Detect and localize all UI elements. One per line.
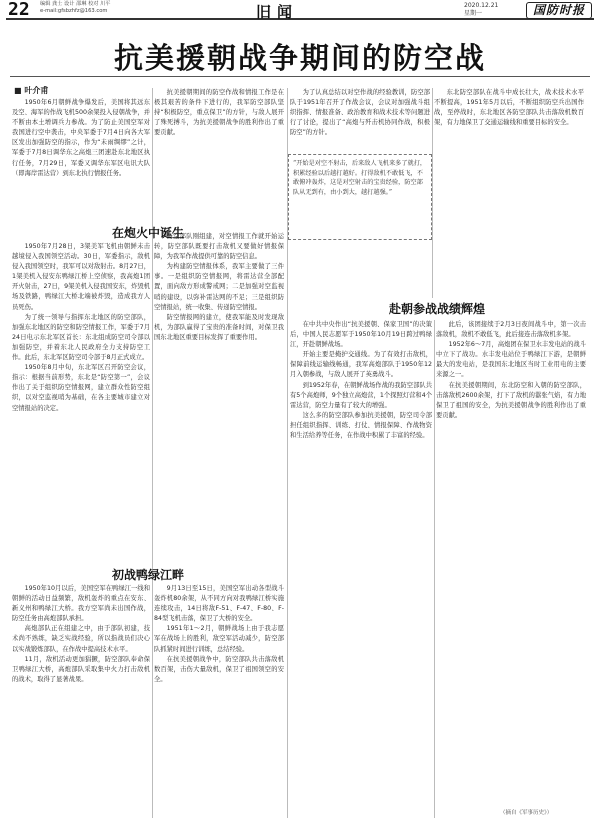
weekday-line: 星期一 [464, 10, 483, 17]
article-column [290, 320, 432, 820]
issue-date [464, 2, 498, 18]
article-column [12, 98, 150, 226]
editor-line: 编辑 龚士 设计 邵琳 校对 川平 [40, 1, 111, 7]
subheading: 在炮火中诞生 [111, 226, 184, 240]
paragraph: 高炮部队正在组建之中，由于部队初建，技术尚不熟练，缺乏实战经验，所以指战员们决心以实战锻炼部队，在作战中提高技术水平。 [12, 625, 150, 653]
date-line: 2020.12.21 [464, 2, 499, 9]
editor-info [40, 1, 111, 15]
email-line: e-mail:gfsbzhfz@163.com [40, 8, 108, 14]
paragraph: 东北防空部队在战斗中成长壮大，战术技术水平不断提高，1951年5月以后，不断组织防空兵出国作战，至停战时，东北地区各防空部队共击落敌机数百架，有力地保卫了交通运输线和重要目标的安全。 [434, 89, 584, 127]
paragraph: 到1952年春，在朝鲜战场作战的我防空部队共有5个高炮师，9个独立高炮营，1个探照灯营和4个雷达营，防空力量有了较大的增强。 [290, 381, 432, 409]
paragraph: 1950年10月以后，美国空军在鸭绿江一线和朝鲜的活动日益频繁，敌机轰炸的重点在安东、新义州和鸭绿江大桥。我方空军尚未出国作战，防空任务由高炮部队承担。 [12, 585, 150, 623]
article-column [154, 232, 284, 562]
paragraph: 11月，敌机活动更加猖獗，防空部队奉命保卫鸭绿江大桥，高炮部队采取集中火力打击敌机的战术，取得了显著战果。 [12, 655, 150, 683]
source-note: （摘自《军事历史》） [500, 810, 553, 816]
paragraph: 1952年6～7月，高炮团在保卫水丰发电站的战斗中立下了战功。水丰发电站位于鸭绿江下游，是朝鲜最大的发电站，是我国东北地区当时工业用电的主要来源之一。 [436, 341, 586, 379]
article-headline: 抗美援朝战争期间的防空战 [113, 41, 486, 75]
column-divider [152, 88, 153, 818]
article-column [154, 88, 284, 218]
paragraph: 在抗美援朝期间，东北防空和入朝的防空部队，击落敌机2600余架，打下了敌机的嚣张气焰，有力地保卫了祖国的安全，为抗美援朝战争的胜利作出了重要贡献。 [436, 381, 586, 419]
newspaper-logo: 国防时报 [526, 2, 592, 19]
paragraph: 为构建防空情报体系，我军主要做了三件事。一是组织防空情报网，将雷达营全部配置，面向敌方形成警戒网；二是加强对空监视哨的建设，以弥补雷达网的不足；三是组织防空情报站，统一收集、传递防空情报。 [154, 263, 284, 311]
byline: ■ 叶介甫 [14, 86, 49, 95]
article-column [436, 320, 586, 790]
subheading: 初战鸭绿江畔 [111, 568, 184, 582]
paragraph: 在抗美援朝战争中，防空部队共击落敌机数百架，击伤大量敌机，保卫了祖国领空的安全。 [154, 655, 284, 683]
article-column [12, 242, 150, 562]
headline-rule [10, 76, 590, 77]
article-column [154, 584, 284, 820]
paragraph: 1951年1～2月，朝鲜战场上由于我志愿军在战场上的胜利，敌空军活动减少，防空部队抓紧时间进行训练，总结经验。 [154, 625, 284, 653]
column-divider [434, 320, 435, 818]
article-column [12, 584, 150, 820]
paragraph: 这么多的防空部队参加抗美援朝，防空司令部担任组织指挥、训练、打仗、情报保障、作战物资和生活给养等任务，在作战中积累了丰富的经验。 [290, 411, 432, 440]
paragraph: 1950年8月中旬，东北军区召开防空会议，指示：根据当前形势，东北是“防空第一”，会议作出了关于组织防空情报网，建立群众性防空组织，以对空监视哨为基础，在各主要城市建立对空情报站的决定。 [12, 364, 150, 412]
paragraph: 9月13日至15日，美国空军出动各型战斗轰炸机80余架，从不同方向对我鸭绿江桥实施连续攻击，14日将敌F-51、F-47、F-80、F-84型飞机击落，保卫了大桥的安全。 [154, 585, 284, 623]
section-title: 旧闻 [256, 3, 299, 21]
article-column [434, 88, 584, 328]
subheading: 赴朝参战战绩辉煌 [388, 302, 485, 316]
paragraph: 抗美援朝期间的防空作战和情报工作是在极其艰苦的条件下进行的，我军防空部队坚持“积极防空，重点保卫”的方针，与敌人展开了殊死搏斗，为抗美援朝战争的胜利作出了重要贡献。 [154, 89, 284, 137]
paragraph: 防空情报网的建立，使我军能及时发现敌机，为部队赢得了宝贵的准备时间，对保卫我国东北地区重要目标发挥了重要作用。 [154, 313, 284, 341]
page-number: 22 [8, 0, 30, 20]
paragraph: 此后，该团接续于2月3日夜间战斗中，第一次击落敌机，敌机不敢低飞，此后接连击落敌机多架。 [436, 321, 586, 339]
column-divider [432, 88, 433, 298]
paragraph: 防空部队刚组建，对空情报工作就开始运转，防空部队既要打击敌机又要做好情报保障，为我军作战提供可靠的防空信息。 [154, 233, 284, 261]
paragraph: 为了统一领导与指挥东北地区的防空部队，加强东北地区的防空和防空情报工作，军委于7月24日电示东北军区首长：东北组成防空司令部以加强防空，并着东北人民政府全力支持防空工作。此后，东北军区防空司令部于8月正式成立。 [12, 313, 150, 362]
paragraph: 在中共中央作出“抗美援朝、保家卫国”的决策后，中国人民志愿军于1950年10月19日跨过鸭绿江，开赴朝鲜战场。 [290, 321, 432, 349]
paragraph: 1950年7月28日，3架美军飞机由朝鲜未击越境侵入我国领空活动。30日，军委指示，敌机侵入我国领空时，我军可以对敌射击。8月27日，1架美机入侵安东鸭绿江桥上空侦察，我高炮1团开火射击，27日，9架美机入侵我国安东，炸毁机场及铁路，鸭绿江大桥北端被炸毁，造成我方人员死伤。 [12, 243, 150, 311]
paragraph: 为了认真总结以对空作战的经验教训，防空部队于1951年召开了作战会议，会议对加强战斗组织指挥、情报准备、政治教育和战术技术等问题进行了讨论，提出了“高炮与歼击机协同作战，积极防空”的方针。 [290, 89, 430, 137]
paragraph: 1950年6月朝鲜战争爆发后，美国将其远东及空、海军的作战飞机500余架投入侵朝战争，并不断由本土增调兵力参战。为了防止美国空军对我国进行空中袭击，中央军委于7月4日向各大军区发出加强防空的指示，作为“未雨绸缪”之计，军委于7月8日调华东之高炮三团速赴东北地区执行任务，7月29日，军委又调华东军区电讯大队（即海岸雷达营）到东北执行情报任务。 [12, 99, 150, 177]
paragraph: 开始主要是掩护交通线。为了有效打击敌机，保障前线运输线畅通，我军高炮部队于1950年12月入朝参战，与敌人展开了英勇战斗。 [290, 351, 432, 379]
page-header [6, 0, 594, 20]
pull-quote: “开始是对空不射击，后来敌人飞机来多了就打，积累经验以后越打越好。打得敌机不敢低飞，不敢俯冲轰炸，这是对空射击的宝贵经验，防空部队从无到有，由小到大，越打越强。” [288, 154, 432, 240]
